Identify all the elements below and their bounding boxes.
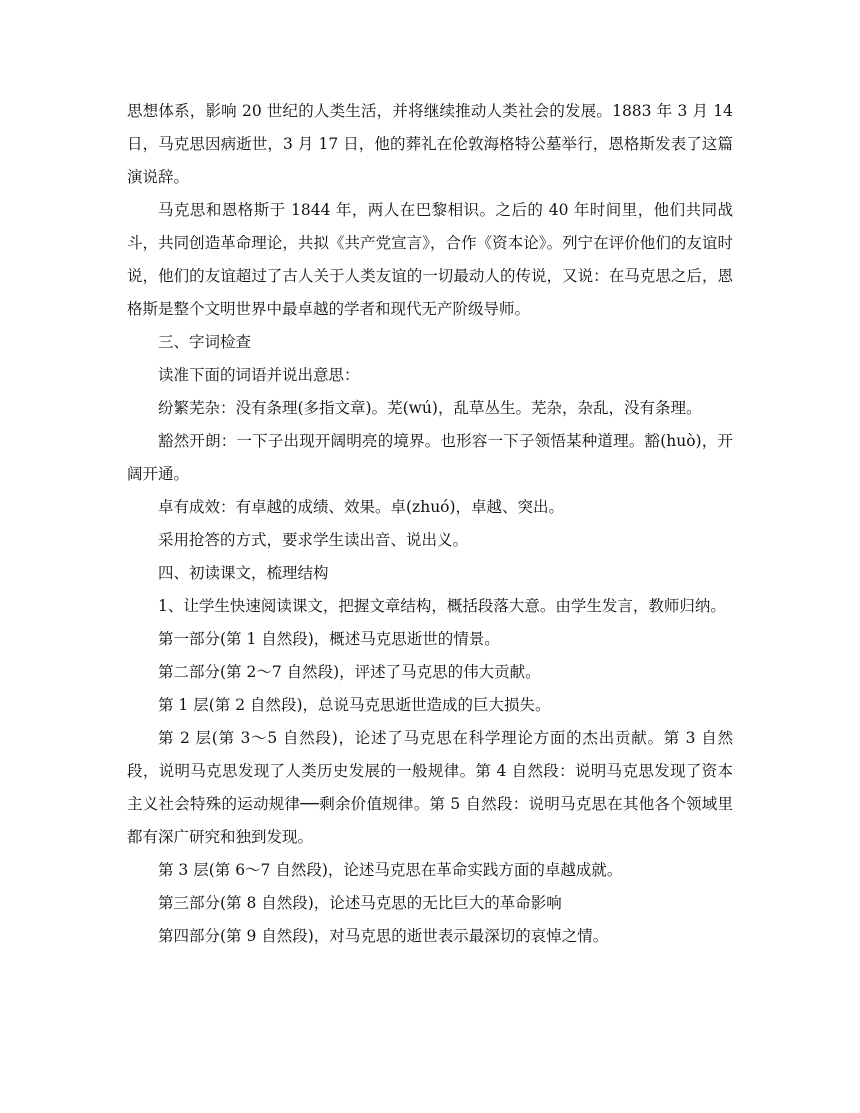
section-heading-structure: 四、初读课文，梳理结构 <box>158 564 329 582</box>
paragraph-vocabulary-instruction: 读准下面的词语并说出意思： <box>158 366 360 384</box>
structure-part-4: 第四部分(第 9 自然段)，对马克思的逝世表示最深切的哀悼之情。 <box>158 927 609 945</box>
structure-layer-1: 第 1 层(第 2 自然段)，总说马克思逝世造成的巨大损失。 <box>158 696 551 714</box>
section-heading-vocabulary: 三、字词检查 <box>158 333 252 351</box>
structure-part-3: 第三部分(第 8 自然段)，论述马克思的无比巨大的革命影响 <box>158 894 562 912</box>
structure-layer-2: 第 2 层(第 3～5 自然段)，论述了马克思在科学理论方面的杰出贡献。第 3 自然段，说明马克思发现了人类历史发展的一般规律。第 4 自然段：说明马克思发现了资本主义社会特殊的运动规律──剩余价值规律。第 5 自然段：说明马克思在其他各个领域里都有深广研究和独到发现。 <box>127 729 733 846</box>
vocabulary-item-2: 豁然开朗：一下子出现开阔明亮的境界。也形容一下子领悟某种道理。豁(huò)，开阔开通。 <box>127 432 733 483</box>
document-body <box>127 95 733 953</box>
paragraph-structure-task: 1、让学生快速阅读课文，把握文章结构，概括段落大意。由学生发言，教师归纳。 <box>158 597 726 615</box>
vocabulary-item-3: 卓有成效：有卓越的成绩、效果。卓(zhuó)，卓越、突出。 <box>158 498 565 516</box>
paragraph-vocabulary-method: 采用抢答的方式，要求学生读出音、说出义。 <box>158 531 469 549</box>
paragraph-intro-continued: 思想体系，影响 20 世纪的人类生活，并将继续推动人类社会的发展。1883 年 3 月 14 日，马克思因病逝世，3 月 17 日，他的葬礼在伦敦海格特公墓举行，恩格斯发表了这篇演说辞。 <box>127 102 733 186</box>
structure-layer-3: 第 3 层(第 6～7 自然段)，论述马克思在革命实践方面的卓越成就。 <box>158 861 623 879</box>
paragraph-friendship: 马克思和恩格斯于 1844 年，两人在巴黎相识。之后的 40 年时间里，他们共同战斗，共同创造革命理论，共拟《共产党宣言》，合作《资本论》。列宁在评价他们的友谊时说，他们的友谊超过了古人关于人类友谊的一切最动人的传说，又说：在马克思之后，恩格斯是整个文明世界中最卓越的学者和现代无产阶级导师。 <box>127 201 733 318</box>
structure-part-2: 第二部分(第 2～7 自然段)，评述了马克思的伟大贡献。 <box>158 663 541 681</box>
vocabulary-item-1: 纷繁芜杂：没有条理(多指文章)。芜(wú)，乱草丛生。芜杂，杂乱，没有条理。 <box>158 399 702 417</box>
structure-part-1: 第一部分(第 1 自然段)，概述马克思逝世的情景。 <box>158 630 500 648</box>
